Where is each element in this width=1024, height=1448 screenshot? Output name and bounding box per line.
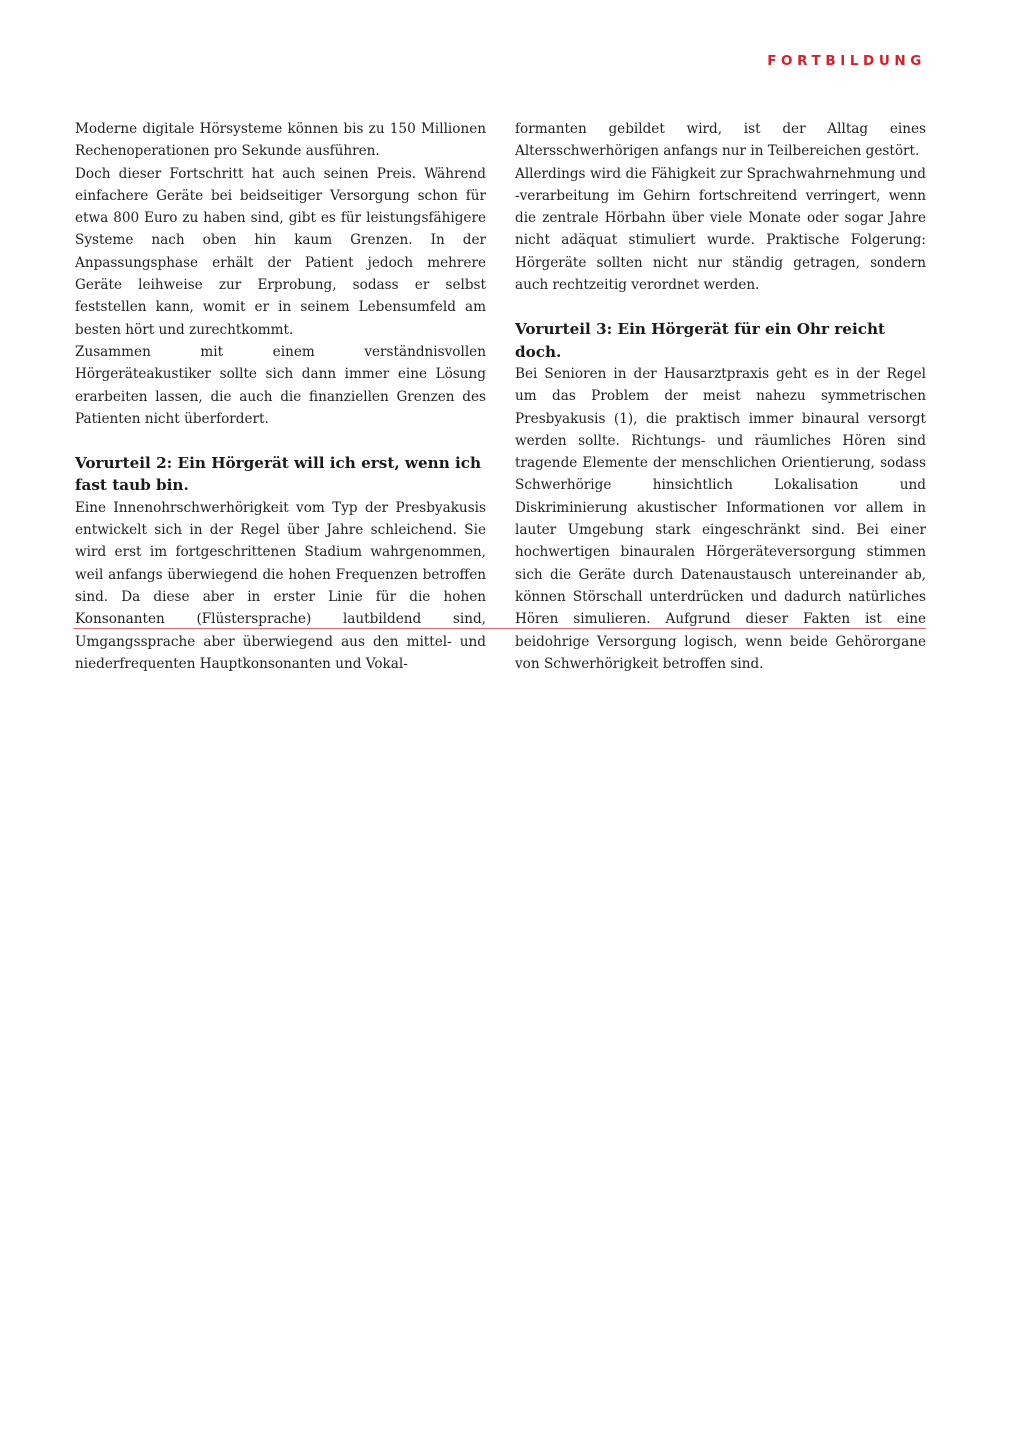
paragraph: Doch dieser Fortschritt hat auch seinen Preis. Während einfachere Geräte bei beidseitiger Versorgung schon für etwa 800 Euro zu haben sind, gibt es für leistungsfähigere Systeme nach oben hin kaum Grenzen. In der Anpassungsphase erhält der Patient jedoch mehrere Geräte leihweise zur Erprobung, sodass er selbst feststellen kann, womit er in seinem Lebensumfeld am besten hört und zurechtkommt. <box>75 165 486 338</box>
paragraph: formanten gebildet wird, ist der Alltag eines Altersschwerhörigen anfangs nur in Teilbereichen gestört. <box>515 121 926 160</box>
left-column <box>75 118 486 675</box>
right-column <box>515 118 926 675</box>
paragraph: Zusammen mit einem verständnisvollen Hörgeräteakustiker sollte sich dann immer eine Lösung erarbeiten lassen, die auch die finanziellen Grenzen des Patienten nicht überfordert. <box>75 343 486 427</box>
section-heading: Vorurteil 3: Ein Hörgerät für ein Ohr reicht doch. <box>515 320 886 361</box>
article-body <box>75 118 926 675</box>
paragraph: Allerdings wird die Fähigkeit zur Sprachwahrnehmung und -verarbeitung im Gehirn fortschreitend verringert, wenn die zentrale Hörbahn über viele Monate oder sogar Jahre nicht adäquat stimuliert wurde. Praktische Folgerung: Hörgeräte sollten nicht nur ständig getragen, sondern auch rechtzeitig verordnet werden. <box>515 165 926 294</box>
paragraph: Moderne digitale Hörsysteme können bis zu 150 Millionen Rechenoperationen pro Sekunde ausführen. <box>75 121 486 160</box>
paragraph: Eine Innenohrschwerhörigkeit vom Typ der Presbyakusis entwickelt sich in der Regel über Jahre schleichend. Sie wird erst im fortgeschrittenen Stadium wahrgenommen, weil anfangs überwiegend die hohen Frequenzen betroffen sind. Da diese aber in erster Linie für die hohen Konsonanten (Flüstersprache) lautbildend sind, Umgangssprache aber überwiegend aus den mittel- und niederfrequenten Hauptkonsonanten und Vokal- <box>75 499 486 672</box>
paragraph: Bei Senioren in der Hausarztpraxis geht es in der Regel um das Problem der meist nahezu symmetrischen Presbyakusis (1), die praktisch immer binaural versorgt werden sollte. Richtungs- und räumliches Hören sind tragende Elemente der menschlichen Orientierung, sodass Schwerhörige hinsichtlich Lokalisation und Diskriminierung akustischer Informationen vor allem in lauter Umgebung stark eingeschränkt sind. Bei einer hochwertigen binauralen Hörgeräteversorgung stimmen sich die Geräte durch Datenaustausch untereinander ab, können Störschall unterdrücken und dadurch natürliches Hören simulieren. Aufgrund dieser Fakten ist eine beidohrige Versorgung logisch, wenn beide Gehörorgane von Schwerhörigkeit betroffen sind. <box>515 365 926 672</box>
divider-rule <box>73 628 926 629</box>
section-heading: Vorurteil 2: Ein Hörgerät will ich erst, wenn ich fast taub bin. <box>75 454 482 495</box>
section-label: FORTBILDUNG <box>767 53 926 69</box>
